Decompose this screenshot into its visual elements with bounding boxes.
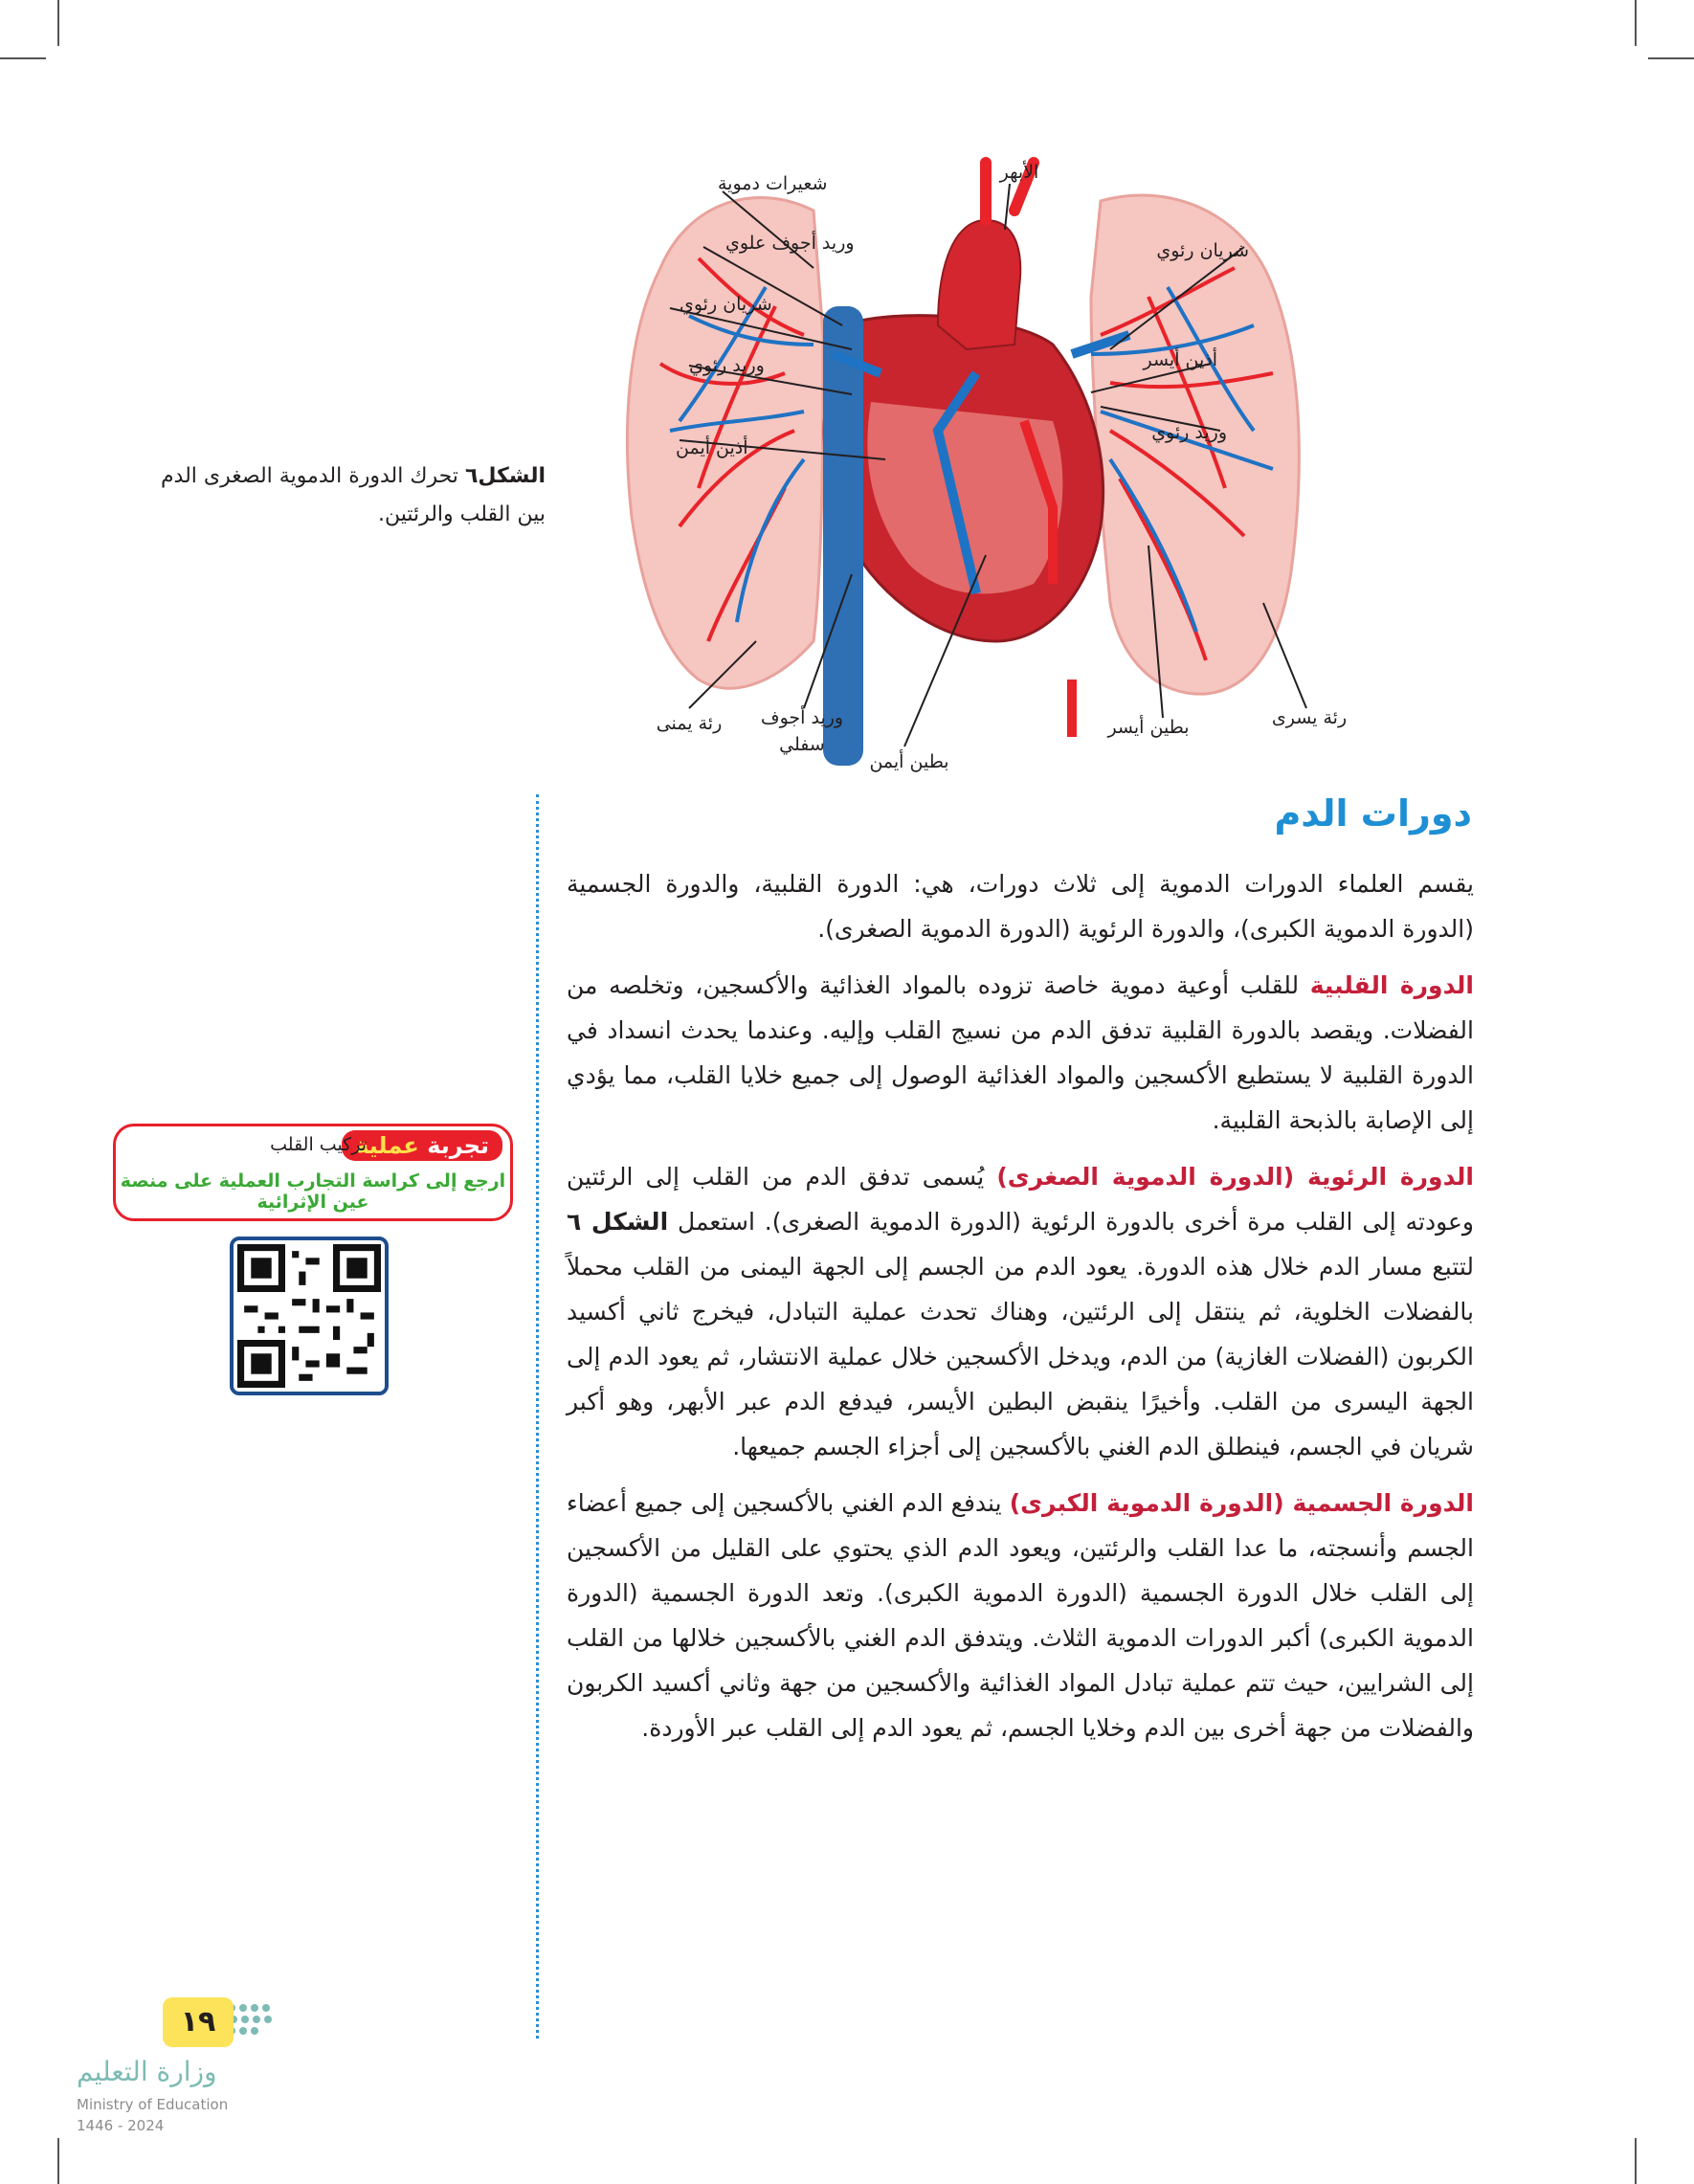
label-aorta: الأبهر bbox=[999, 162, 1039, 183]
label-pulmonary-artery-left: شريان رئوي bbox=[1156, 240, 1249, 261]
label-right-atrium: أذين أيمن bbox=[676, 437, 748, 458]
ministry-name-en: Ministry of Education bbox=[77, 2096, 229, 2113]
paragraph-coronary bbox=[567, 963, 1474, 1143]
lab-box-header bbox=[116, 1126, 510, 1167]
body-text bbox=[567, 861, 1474, 1762]
label-inferior-vena-cava-2: سفلي bbox=[779, 734, 825, 755]
label-superior-vena-cava: وريد أجوف علوي bbox=[725, 233, 855, 254]
lab-tag-word1: تجربة bbox=[427, 1132, 489, 1159]
label-right-lung: رئة يمنى bbox=[656, 713, 723, 734]
paragraph-systemic bbox=[567, 1481, 1474, 1750]
vena-cava-shape bbox=[823, 306, 863, 766]
term-systemic-circulation: الدورة الجسمية (الدورة الدموية الكبرى) bbox=[1009, 1489, 1475, 1517]
paragraph-pulmonary bbox=[567, 1154, 1474, 1469]
aorta-shape bbox=[938, 220, 1020, 349]
lab-tag-word2: عملية bbox=[355, 1132, 419, 1159]
qr-code-icon bbox=[237, 1244, 381, 1388]
crop-mark bbox=[0, 57, 46, 59]
term-coronary-circulation: الدورة القلبية bbox=[1309, 971, 1474, 999]
lab-experiment-box[interactable] bbox=[113, 1124, 513, 1221]
ministry-year: 2024 - 1446 bbox=[77, 2117, 165, 2134]
crop-mark bbox=[1635, 2138, 1637, 2184]
label-capillaries: شعيرات دموية bbox=[718, 173, 828, 194]
caption-figure-number: الشكل٦ bbox=[464, 464, 546, 488]
ministry-name-ar: وزارة التعليم bbox=[77, 2056, 217, 2087]
label-left-atrium: أذين أيسر bbox=[1143, 349, 1217, 370]
paragraph-pulmonary-text-a: يُسمى تدفق الدم من القلب إلى الرئتين وعودته إلى القلب مرة أخرى بالدورة الرئوية (الدورة الدموية الصغرى). استعمل bbox=[567, 1163, 1474, 1236]
caption-text: تحرك الدورة الدموية الصغرى الدم بين القلب والرئتين. bbox=[160, 464, 546, 526]
paragraph-pulmonary-text-b: لتتبع مسار الدم خلال هذه الدورة. يعود الدم من الجسم إلى الجهة اليمنى من القلب محملاً بالفضلات الخلوية، ثم ينتقل إلى الرئتين، وهناك تحدث عملية التبادل، فيخرج ثاني أكسيد الكربون (الفضلات الغازية) من الدم، ويدخل الأكسجين خلال عملية الانتشار، ثم يعود الدم إلى الجهة اليسرى من القلب. وأخيرًا ينقبض البطين الأيسر، فيدفع الدم عبر الأبهر، وهو أكبر شريان في الجسم، فينطلق الدم الغني بالأكسجين إلى أجزاء الجسم جميعها. bbox=[567, 1253, 1474, 1460]
label-right-ventricle: بطين أيمن bbox=[869, 751, 949, 772]
label-pulmonary-vein-left: وريد رئوي bbox=[1151, 422, 1227, 443]
diagram-svg bbox=[536, 144, 1359, 794]
lab-reference: ارجع إلى كراسة التجارب العملية على منصة عين الإثرائية bbox=[120, 1170, 506, 1213]
paragraph-intro: يقسم العلماء الدورات الدموية إلى ثلاث دورات، هي: الدورة القلبية، والدورة الجسمية (الدورة الدموية الكبرى)، والدورة الرئوية (الدورة الدموية الصغرى). bbox=[567, 870, 1474, 943]
section-title: دورات الدم bbox=[1274, 792, 1472, 835]
crop-mark bbox=[1635, 0, 1637, 46]
column-divider bbox=[536, 794, 539, 2039]
crop-mark bbox=[1648, 57, 1694, 59]
crop-mark bbox=[57, 0, 59, 46]
label-left-ventricle: بطين أيسر bbox=[1107, 717, 1190, 738]
label-inferior-vena-cava-1: وريد أجوف bbox=[760, 707, 844, 728]
qr-code[interactable] bbox=[230, 1237, 389, 1395]
figure-reference: الشكل ٦ bbox=[567, 1208, 669, 1236]
crop-mark bbox=[57, 2138, 59, 2184]
label-pulmonary-vein-right: وريد رئوي bbox=[689, 355, 765, 376]
paragraph-coronary-text: للقلب أوعية دموية خاصة تزوده بالمواد الغذائية والأكسجين، وتخلصه من الفضلات. ويقصد بالدورة القلبية تدفق الدم من نسيج القلب وإليه. وعندما يحدث انسداد في الدورة القلبية لا يستطيع الأكسجين والمواد الغذائية الوصول إلى جميع خلايا القلب، مما يؤدي إلى الإصابة بالذبحة القلبية. bbox=[567, 971, 1474, 1134]
label-pulmonary-artery-right: شريان رئوي bbox=[680, 294, 772, 315]
paragraph-systemic-text: يندفع الدم الغني بالأكسجين إلى جميع أعضاء الجسم وأنسجته، ما عدا القلب والرئتين، ويعود الدم الذي يحتوي على القليل من الأكسجين إلى القلب خلال الدورة الجسمية (الدورة الدموية الكبرى). وتعد الدورة الجسمية (الدورة الدموية الكبرى) أكبر الدورات الدموية الثلاث. ويتدفق الدم الغني بالأكسجين خلالها من القلب إلى الشرايين، حيث تتم عملية تبادل المواد الغذائية والأكسجين من جهة وثاني أكسيد الكربون والفضلات من جهة أخرى بين الدم وخلايا الجسم، ثم يعود الدم إلى القلب عبر الأوردة. bbox=[567, 1489, 1474, 1742]
heart-lungs-diagram bbox=[536, 144, 1359, 794]
lab-topic: تركيب القلب bbox=[270, 1134, 367, 1155]
figure-caption bbox=[144, 457, 546, 534]
term-pulmonary-circulation: الدورة الرئوية (الدورة الدموية الصغرى) bbox=[996, 1163, 1474, 1191]
page-number: ١٩ bbox=[163, 1997, 234, 2047]
label-left-lung: رئة يسرى bbox=[1271, 707, 1348, 728]
